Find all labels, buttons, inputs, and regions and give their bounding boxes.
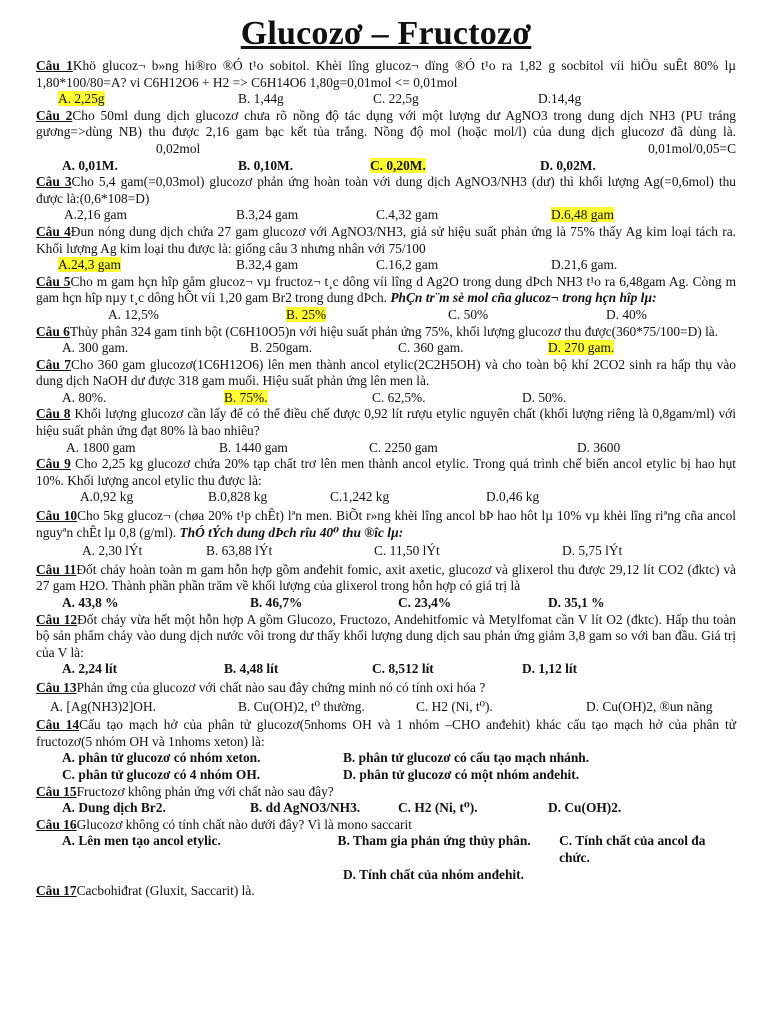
question-17: [36, 883, 736, 900]
answer-b[interactable]: B. 1,44g: [238, 91, 284, 107]
answer-d[interactable]: D. 1,12 lít: [522, 661, 578, 677]
answer-c[interactable]: C. 2250 gam: [369, 439, 438, 455]
answers-8: [36, 440, 736, 457]
question-text: Thủy phân 324 gam tinh bột (C6H10O5)n với hiệu suất phản ứng 75%, khối lượng glucozơ thu được(360*75/100=D) là.: [69, 323, 719, 339]
answer-d[interactable]: D.14,4g: [538, 91, 582, 107]
question-8: [36, 406, 736, 439]
answer-b[interactable]: B. 250gam.: [250, 340, 313, 356]
answer-c[interactable]: C. Tính chất của ancol đa chức.: [559, 833, 706, 865]
question-text: Khối lượng glucozơ cần lấy để có thể điều chế được 0,92 lít rượu etylic nguyên chất (khối lượng riêng là 0,8gam/ml) với hiệu suất phản ứng đạt 80% là bao nhiêu?: [36, 406, 736, 439]
question-10: [36, 508, 736, 541]
answer-c[interactable]: C. 8,512 lít: [372, 661, 434, 677]
answer-a[interactable]: A. 1800 gam: [66, 439, 136, 455]
answer-b[interactable]: B. 63,88 lÝt: [206, 543, 273, 559]
answer-d[interactable]: D. 50%.: [522, 389, 567, 405]
answer-a[interactable]: A. Dung dịch Br2.: [62, 800, 166, 816]
answer-a[interactable]: A.0,92 kg: [80, 489, 134, 505]
answer-b[interactable]: B. Cu(OH)2, t⁰ thường.: [238, 698, 365, 714]
question-label: Câu 13: [36, 679, 77, 695]
question-label: Câu 12: [36, 611, 78, 627]
answer-a[interactable]: A. [Ag(NH3)2]OH.: [50, 698, 156, 714]
question-14: [36, 717, 736, 750]
question-label: Câu 8: [36, 406, 71, 422]
answer-a[interactable]: A. Lên men tạo ancol etylic.: [62, 833, 221, 849]
answer-b[interactable]: B. dd AgNO3/NH3.: [250, 800, 361, 816]
question-4: [36, 224, 736, 257]
answer-d[interactable]: D. 3600: [577, 439, 621, 455]
answer-c[interactable]: C. 11,50 lÝt: [374, 543, 440, 559]
answer-d[interactable]: D. 5,75 lÝt: [562, 543, 623, 559]
answers-16-row-2: [36, 867, 736, 884]
question-6: [36, 324, 736, 341]
question-12: [36, 612, 736, 662]
answer-c[interactable]: C. 22,5g: [373, 91, 419, 107]
answer-c[interactable]: C.4,32 gam: [376, 207, 439, 223]
answer-a[interactable]: A. 80%.: [62, 389, 107, 405]
answers-6: [36, 340, 736, 357]
answer-c[interactable]: C. phân tử glucozơ có 4 nhóm OH.: [62, 766, 261, 782]
question-9: [36, 456, 736, 489]
answer-b[interactable]: B.0,828 kg: [208, 489, 268, 505]
answers-15: [36, 800, 736, 817]
question-text: Đốt cháy hoàn toàn m gam hỗn hợp gồm anđehit fomic, axit axetic, glucozơ và glixerol thu được 29,12 lít CO2 (đktc) và 27 gam H2O. Thành phần phần trăm về khối lượng của glixerol trong hỗn hợp có giá trị là: [36, 561, 736, 594]
answer-c[interactable]: C.16,2 gam: [376, 257, 439, 273]
answer-d[interactable]: D. 0,02M.: [540, 157, 596, 173]
answer-d[interactable]: D. 35,1 %: [548, 595, 605, 610]
answer-d[interactable]: D. phân tử glucozơ có một nhóm anđehit.: [343, 766, 580, 782]
answer-c[interactable]: C. H2 (Ni, t⁰).: [398, 800, 478, 816]
answer-d[interactable]: D. 270 gam.: [548, 340, 615, 356]
answer-a[interactable]: A. 300 gam.: [62, 340, 129, 356]
answer-b[interactable]: B.32,4 gam: [236, 257, 299, 273]
answers-3: [36, 207, 736, 224]
answer-d[interactable]: D. Cu(OH)2.: [548, 800, 622, 816]
answers-11: [36, 595, 736, 612]
answer-a[interactable]: A. 12,5%: [108, 306, 159, 322]
answer-a[interactable]: A.24,3 gam: [58, 257, 121, 273]
answer-b[interactable]: B. 0,10M.: [238, 157, 294, 173]
answer-d[interactable]: D. 40%: [606, 306, 647, 322]
question-emphasis: PhÇn tr¨m sè mol cña glucoz¬ trong hçn hîp lµ:: [390, 290, 657, 306]
question-label: Câu 1: [36, 58, 73, 73]
answer-a[interactable]: A. 2,24 lít: [62, 661, 118, 677]
answers-9: [36, 489, 736, 506]
answers-10: [36, 543, 736, 560]
answers-12: [36, 661, 736, 678]
worksheet-page: [36, 0, 736, 900]
question-text: Đun nóng dung dịch chứa 27 gam glucozơ với AgNO3/NH3, giả sử hiệu suất phản ứng là 75% thấy Ag kim loại tách ra. Khối lượng Ag kim loại thu được là: giống câu 3 nhưng nhân với 75/100: [36, 223, 736, 256]
answers-5: [36, 307, 736, 324]
question-label: Câu 3: [36, 174, 72, 190]
question-label: Câu 11: [36, 561, 77, 577]
question-label: Câu 9: [36, 456, 71, 472]
answer-b[interactable]: B. 1440 gam: [219, 439, 288, 455]
answer-c[interactable]: C. 23,4%: [398, 595, 452, 610]
answers-14-row-1: [36, 750, 736, 767]
question-11: [36, 562, 736, 595]
question-note: 0,01mol/0,05=C: [648, 140, 736, 156]
question-text: Cho 2,25 kg glucozơ chứa 20% tạp chất trơ lên men thành ancol etylic. Trong quá trình chế biến ancol etylic bị hao hụt 10%. Khối lượng ancol etylic thu được là:: [36, 456, 736, 488]
answer-b[interactable]: B. 75%.: [224, 389, 268, 405]
answer-b[interactable]: B. 4,48 lít: [224, 661, 279, 677]
question-text: Cacbohiđrat (Gluxit, Saccarit) là.: [76, 883, 255, 899]
question-text: Cho 50ml dung dịch glucozơ chưa rõ nồng độ tác dụng với một lượng dư AgNO3 trong dung dịch NH3 (PU tráng gương=>dùng NB) thu được 2,16 gam bạc kết tủa trắng. Nồng độ mol (hoặc mol/l) của dung dịch glucozơ đã dùng là.: [36, 107, 737, 140]
question-label: Câu 5: [36, 273, 71, 289]
question-text: Phản ứng của glucozơ với chất nào sau đây chứng minh nó có tính oxi hóa ?: [76, 679, 486, 695]
answer-a[interactable]: A. 43,8 %: [62, 595, 119, 610]
question-label: Câu 15: [36, 783, 77, 799]
question-text: Cho 5kg glucoz¬ (chøa 20% t¹p chÊt) lªn men. BiÕt r»ng khèi lîng ancol bÞ hao hôt lµ 10% vµ khèi lîng riªng cña ancol nguyªn chÊt lµ 0,8 (g/ml).: [36, 508, 736, 540]
answer-a[interactable]: A.2,16 gam: [64, 207, 127, 223]
answers-14-row-2: [36, 767, 736, 784]
question-text: Fructozơ không phản ứng với chất nào sau đây?: [76, 783, 334, 799]
answer-b[interactable]: B.3,24 gam: [236, 207, 299, 223]
answer-a[interactable]: A. phân tử glucozơ có nhóm xeton.: [62, 750, 261, 766]
page-title: Glucozơ – Fructozơ: [240, 15, 532, 52]
answers-4: [36, 257, 736, 274]
question-label: Câu 6: [36, 323, 70, 339]
question-text: Glucozơ không có tính chất nào dưới đây? Vì là mono saccarit: [76, 816, 412, 832]
question-text: Cho 5,4 gam(=0,03mol) glucozơ phản ứng hoàn toàn với dung dịch AgNO3/NH3 (dư) thì khối lượng Ag(=0,6mol) thu được là:(0,6*108=D): [36, 174, 736, 206]
question-text: Cho 360 gam glucozơ(1C6H12O6) lên men thành ancol etylic(2C2H5OH) và cho toàn bộ khí 2CO2 sinh ra hấp thụ vào dung dịch NaOH dư được 318 gam muối. Hiệu suất phản ứng lên men là.: [36, 356, 736, 389]
answer-b[interactable]: B. phân tử glucozơ có cấu tạo mạch nhánh.: [343, 750, 590, 766]
question-label: Câu 14: [36, 717, 80, 733]
answer-b[interactable]: B. 46,7%: [250, 595, 303, 610]
answer-c[interactable]: C. 62,5%.: [372, 389, 426, 405]
answer-c[interactable]: C.1,242 kg: [330, 489, 390, 505]
question-label: Câu 16: [36, 816, 77, 832]
answer-b[interactable]: B. Tham gia phản ứng thủy phân.: [337, 833, 531, 849]
question-label: Câu 7: [36, 356, 71, 372]
question-label: Câu 17: [36, 883, 77, 899]
answers-1: [36, 91, 736, 108]
answer-a[interactable]: A. 2,25g: [58, 91, 105, 107]
answers-13: [36, 699, 736, 716]
question-16: [36, 817, 736, 834]
question-3: [36, 174, 736, 207]
question-text: Khö glucoz¬ b»ng hi®ro ®Ó t¹o sobitol. Khèi lîng glucoz¬ dïng ®Ó t¹o ra 1,82 g socbitol víi hiÖu suÊt 80% lµ 1,80*100/80=A? vi C6H12O6 + H2 => C6H14O6 1,80g=0,01mol <= 0,01mol: [36, 58, 736, 90]
answer-d[interactable]: D.6,48 gam: [551, 207, 614, 223]
answer-d[interactable]: D. Tính chất của nhóm anđehit.: [343, 866, 524, 882]
answers-2: [36, 158, 736, 175]
question-text: Cấu tạo mạch hở của phân tử glucozơ(5nhoms OH và 1 nhóm –CHO anđehit) khác cấu tạo mạch hở của phân tử fructozơ(5 nhóm OH và 1nhoms xeton) là:: [36, 717, 736, 749]
answer-b[interactable]: B. 25%: [286, 306, 327, 322]
answer-d[interactable]: D.21,6 gam.: [551, 257, 618, 273]
answers-7: [36, 390, 736, 407]
question-label: Câu 10: [36, 508, 78, 524]
question-5: [36, 274, 736, 307]
question-emphasis: ThÓ tÝch dung dÞch rîu 40⁰ thu ®îc lµ:: [179, 524, 404, 540]
question-note: 0,02mol: [156, 140, 201, 156]
question-13: [36, 680, 736, 697]
question-text: Đốt cháy vừa hết một hỗn hợp A gồm Glucozo, Fructozo, Andehitfomic và Metylfomat cần V lít O2 (đktc). Hấp thu toàn bộ sản phẩm cháy vào dung dịch nước vôi trong dư thấy khối lượng dung dịch sau phản ứng giảm 3,8 gam so với ban đầu. Giá trị của V là:: [36, 611, 736, 660]
question-7: [36, 357, 736, 390]
question-2: [36, 108, 736, 158]
answer-d[interactable]: D. Cu(OH)2, ®un nãng: [586, 698, 713, 714]
answer-c[interactable]: C. 50%: [448, 306, 489, 322]
answer-a[interactable]: A. 2,30 lÝt: [82, 543, 143, 559]
question-label: Câu 2: [36, 107, 73, 123]
answer-a[interactable]: A. 0,01M.: [62, 157, 118, 173]
answer-c[interactable]: C. 0,20M.: [370, 157, 426, 173]
question-15: [36, 784, 736, 801]
question-text: Cho m gam hçn hîp gåm glucoz¬ vµ fructoz¬ t¸c dông víi lîng d Ag2O trong dung dÞch NH3 t¹o ra 6,48gam Ag. Còng m gam hçn hîp nµy t¸c dông hÕt víi 1,20 gam Br2 trong dung dÞch.: [36, 273, 736, 306]
answer-d[interactable]: D.0,46 kg: [486, 489, 540, 505]
answer-c[interactable]: C. 360 gam.: [398, 340, 464, 356]
question-label: Câu 4: [36, 223, 71, 239]
question-1: [36, 58, 736, 91]
answers-16-row-1: [36, 833, 736, 866]
answer-c[interactable]: C. H2 (Ni, t⁰).: [416, 698, 493, 714]
